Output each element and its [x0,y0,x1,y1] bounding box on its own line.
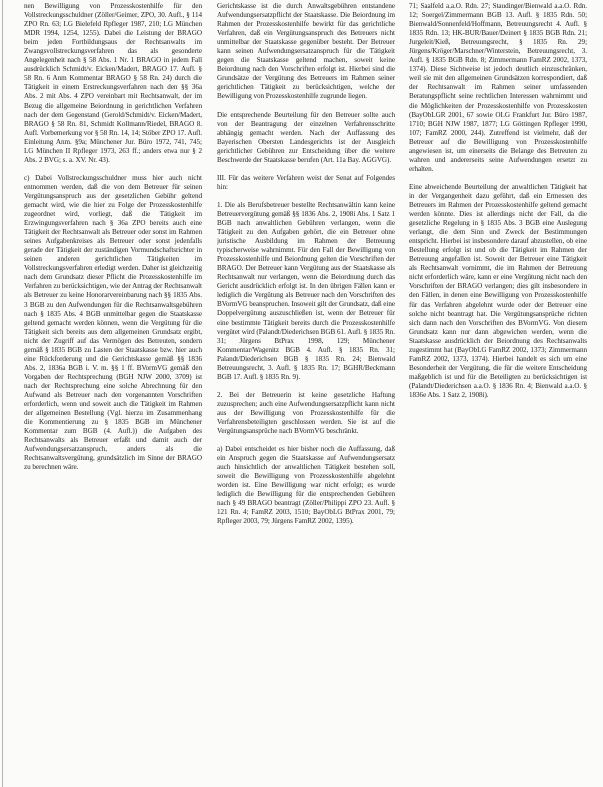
paragraph: 71; Saalfeld a.a.O. Rdn. 27; Staudinger/Bienwald a.a.O. Rdn. 12; Soergel/Zimmermann BGB 13. Aufl. § 1835 Rdn. 50; Bienwald/Sonnenfeld/Hoffmann, Betreuungsrecht 4. Aufl. § 1835 Rdn. 13; HK-BUR/Bauer/Deinert § 1835 BGB Rdn. 21; Jurgeleit/Kieß, Betreuungsrecht, § 1835 Rn. 29; Jürgens/Kröger/Marschner/Winterstein, Betreuungsrecht, 3. Aufl. § 1835 BGB Rdn. 8; Zimmermann FamRZ 2002, 1373, 1374). Diese Sichtweise ist jedoch deutlich einzuschränken, weil sie mit den allgemeinen Grundsätzen korrespondiert, daß der Rechtsanwalt im Rahmen seiner umfassenden Beratungspflicht seine rechtlichen Interessen wahrnimmt und die Möglichkeiten der Prozesskostenhilfe von Prozesskosten (BayObLGR 2001, 67 sowie OLG Frankfurt Jur. Büro 1987, 1710; BGH NJW 1987, 1877; LG Göttingen Rpfleger 1990, 107; FamRZ 2000, 244). Zutreffend ist vielmehr, daß der Betreuer auf die Bewilligung von Prozesskostenhilfe angewiesen ist, um einerseits die Belange des Betreuten zu wahren und andererseits seine Aufwendungen ersetzt zu erhalten. [409,2,587,173]
paragraph: Eine abweichende Beurteilung der anwaltlichen Tätigkeit hat in der Vergangenheit dazu geführt, daß ein Ermessen des Betreuers im Rahmen der Prozesskostenhilfe geltend gemacht werden könnte. Dies ist allerdings nicht der Fall, da die gesetzliche Regelung in § 1835 Abs. 3 BGB eine Auslegung verlangt, die dem Sinn und Zweck der Bestimmungen entspricht. Hierbei ist insbesondere darauf abzustellen, ob eine Bestellung erfolgt ist und ob die Tätigkeit im Rahmen der Betreuung angefallen ist. Soweit der Betreuer eine Tätigkeit als Rechtsanwalt vornimmt, die im Rahmen der Betreuung nicht erforderlich wäre, kann er eine Vergütung nicht nach den Vorschriften der BRAGO verlangen; dies gilt insbesondere in den Fällen, in denen eine Bewilligung von Prozesskostenhilfe für das Verfahren abgelehnt wurde oder der Betreuer eine solche nicht beantragt hat. Die Vergütungsansprüche richten sich dann nach den Vorschriften des BVormVG. Von diesem Grundsatz kann nur dann abgewichen werden, wenn die Staatskasse ausdrücklich der Beiordnung des Rechtsanwalts zugestimmt hat (BayObLG FamRZ 2002, 1373; Zimmermann FamRZ 2002, 1373, 1374). Hierbei handelt es sich um eine Besonderheit der Vergütung, die für die weitere Entscheidung maßgeblich ist und für die Beteiligten zu berücksichtigen ist (Palandt/Diederichsen a.a.O. § 1836 Rn. 4; Bienwald a.a.O. § 1836e Abs. 1 Satz 2, 1908i). [409,182,587,399]
paragraph: nen Bewilligung von Prozesskostenhilfe für den Vollstreckungsschuldner (Zöller/Geimer, ZPO, 30. Aufl., § 114 ZPO Rn. 63; LG Bielefeld Rpfleger 1987, 210; LG München MDR 1994, 1254, 1255). Dabei die Leistung der BRAGO beim jeden Fortbildungsaus der Rechtsanwalts im Zwangsvollstreckungsverfahren das als gesonderte Angelegenheit nach § 58 Abs. 1 Nr. 1 BRAGO in jedem Fall ausdrücklich Schmidt/v. Eicken/Madert, BRAGO 17. Aufl. § 58 Rn. 6 Anm Kommentar BRAGO § 58 Rn. 24) durch die Tätigkeit in einem Erstreckungsverfahren nach den §§ 36a Abs. 2 mit Abs. 4 ZPO vereinbart mit Rechtsanwalt, der im Bezug die allgemeine Beiordnung in gerichtlichen Verfahren nach der dem Gegenstand (Gerold/Schmidt/v. Eicken/Madert, BRAGO § 58 Rn. 81, Schmidt Kollmann/Riedel, BRAGO 8. Aufl. Vorbemerkung vor § 58 Rn. 14, 14; Stöber ZPO 17. Aufl. Einleitung Anm. §9a; Münchener Jur. Büro 1972, 741, 745; LG München II Rpfleger 1973, 263 ff.; anders etwa nur § 2 Abs. 2 BVG; s. a. XV. Nr. 43). [24,2,202,164]
text-column-right [409,2,587,784]
paragraph: Die entsprechende Beurteilung für den Betreuer sollte auch von der Beantragung der einzelnen Verfahrensschritte abhängig gemacht werden. Nach der Auffassung des Bayerischen Obersten Landesgerichts ist der Ausgleich gerichtlicher Gebühren zur Entscheidung über die weitere Beschwerde der Staatskasse berufen (Art. 11a Bay. AGGVG). [217,110,395,164]
paragraph: c) Dabei Vollstreckungsschuldner muss hier auch nicht entnommen werden, daß die von dem Betreuer für seinen Vergütungsanspruch aus der gesetzlichen Gebühr geltend gemacht wird, wie die hier zu Folge der Prozesskostenhilfe zugeordnet wird, vorliegt, daß die Tätigkeit im Erzwingungsverfahren nach § 36a ZPO bereits auch eine Tätigkeit der Rechtsanwalt als Betreuer oder sonst im Rahmen seines Aufgabenkreises als Betreuer oder sonst jedenfalls gerade der Tätigkeit der zuständigen Vormundschaftsrichter in seinen anderen gerichtlichen Tätigkeiten im Vollstreckungsverfahren erledigt werden. Daher ist gleichzeitig nach dem Grundsatz dieser Pflicht die Prozesskostenhilfe im Verfahren zu berücksichtigen, wie der Antrag der Rechtsanwalt als Betreuer zu keine Honorarvereinbarung nach §§ 1835 Abs. 3 BGB zu den Aufwendungen für die Rechtsanwaltsgebühren nach § 1835 Abs. 4 BGB unmittelbar gegen die Staatskasse geltend gemacht werden können, wenn die Vergütung für die Tätigkeit sich bereits aus dem allgemeinen Grundsatz ergibt, nicht der Zugriff auf das Vermögen des Betreuten, sondern gemäß § 1835 BGB zu Lasten der Staatskasse bzw. hier auch eine Rückforderung und die Gerichtskasse gemäß §§ 1836 Abs. 2, 1836a BGB i. V. m. §§ 1 ff. BVormVG gemäß den Vorgaben der Rechtsprechung (BGH NJW 2000, 3709) ist nach der Rechtsprechung eine solche Abrechnung für den Aufwand als Betreuer nach den vorgenannten Vorschriften erforderlich, wenn und soweit auch die Tätigkeit im Rahmen der allgemeinen Bestellung (Vgl. hierzu im Zusammenhang die Kommentierung zu § 1835 BGB im Münchener Kommentar zum BGB (4. Aufl.)) die Aufgaben des Rechtsanwalts als Betreuer erfaßt und damit auch der Aufwendungsersatzanspruch, anders als die Rechtsanwaltsvergütung, grundsätzlich im Sinne der BRAGO zu berechnen wäre. [24,173,202,472]
paragraph: a) Dabei entscheidet es hier bisher noch die Auffassung, daß ein Anspruch gegen die Staatskasse auf Aufwendungsersatz auch hinsichtlich der anwaltlichen Tätigkeit bestehen soll, soweit die Bewilligung von Prozesskostenhilfe abgelehnt worden ist. Eine Bewilligung war nicht erfolgt; es wurde lediglich die Bewilligung für die entsprechenden Gebühren nach § 49 BRAGO beantragt (Zöller/Philippi ZPO 23. Aufl. § 121 Rn. 4; FamRZ 2003, 1510; BayObLG BtPrax 2001, 79; Rpfleger 2003, 79; Jürgens FamRZ 2002, 1395). [217,445,395,526]
paragraph: 1. Die als Berufsbetreuer bestellte Rechtsanwältin kann keine Betreuervergütung gemäß §§ 1836 Abs. 2, 1908i Abs. 1 Satz 1 BGB nach anwaltlichen Gebühren verlangen, wenn die Tätigkeit zu den Aufgaben gehört, die ein Betreuer ohne juristische Ausbildung im Rahmen der Betreuung typischerweise wahrnimmt. Für den Fall der Bewilligung von Prozesskostenhilfe und Beiordnung gelten die Vorschriften der BRAGO. Der Betreuer kann Vergütung aus der Staatskasse als Rechtsanwalt nur verlangen, wenn die Beiordnung durch das Gericht ausdrücklich erfolgt ist. In den übrigen Fällen kann er lediglich die Vergütung als Betreuer nach den Vorschriften des BVormVG beanspruchen. Insoweit gilt der Grundsatz, daß eine Doppelvergütung auszuschließen ist, wenn der Betreuer für eine bestimmte Tätigkeit bereits durch die Prozesskostenhilfe vergütet wird (Palandt/Diederichsen BGB 61. Aufl. § 1835 Rn. 31; Jürgens BtPrax 1998, 129; Münchener Kommentar/Wagenitz BGB 4. Aufl. § 1835 Rn. 31; Palandt/Diederichsen BGB § 1835 Rn. 24; Bienwald Betreuungsrecht, 3. Aufl. § 1835 Rn. 17; BGHR/Beckmann BGB 17. Aufl. § 1835 Rn. 9). [217,200,395,381]
paragraph: Gerichtskasse ist die durch Anwaltsgebühren entstandene Aufwendungsersatzpflicht der Staatskasse. Die Beiordnung im Rahmen der Prozesskostenhilfe bewirkt für das gerichtliche Verfahren, daß ein Vergütungsanspruch des Betreuers nicht unmittelbar der Staatskasse gegenüber besteht. Der Betreuer kann seinen Aufwendungsersatzanspruch für die Tätigkeit gegen die Staatskasse geltend machen, soweit keine Beiordnung nach den Vorschriften erfolgt ist. Hierbei sind die Grundsätze der Vergütung des Betreuers im Rahmen seiner gerichtlichen Tätigkeit zu berücksichtigen, welche der Bewilligung von Prozesskostenhilfe zugrunde liegen. [217,2,395,101]
page-edge-line [2,0,3,787]
text-column-middle [217,2,395,784]
text-column-left [24,2,202,784]
paragraph: 2. Bei der Betreuerin ist keine gesetzliche Haftung zuzusprechen; auch eine Aufwendungsersatzpflicht kann nicht aus der Bewilligung von Prozesskostenhilfe für die Verfahrensbeteiligten geschlossen werden. Sie ist auf die Vergütungsansprüche nach BVormVG beschränkt. [217,390,395,436]
section-heading: III. Für das weitere Verfahren weist der Senat auf Folgendes hin: [217,173,395,191]
